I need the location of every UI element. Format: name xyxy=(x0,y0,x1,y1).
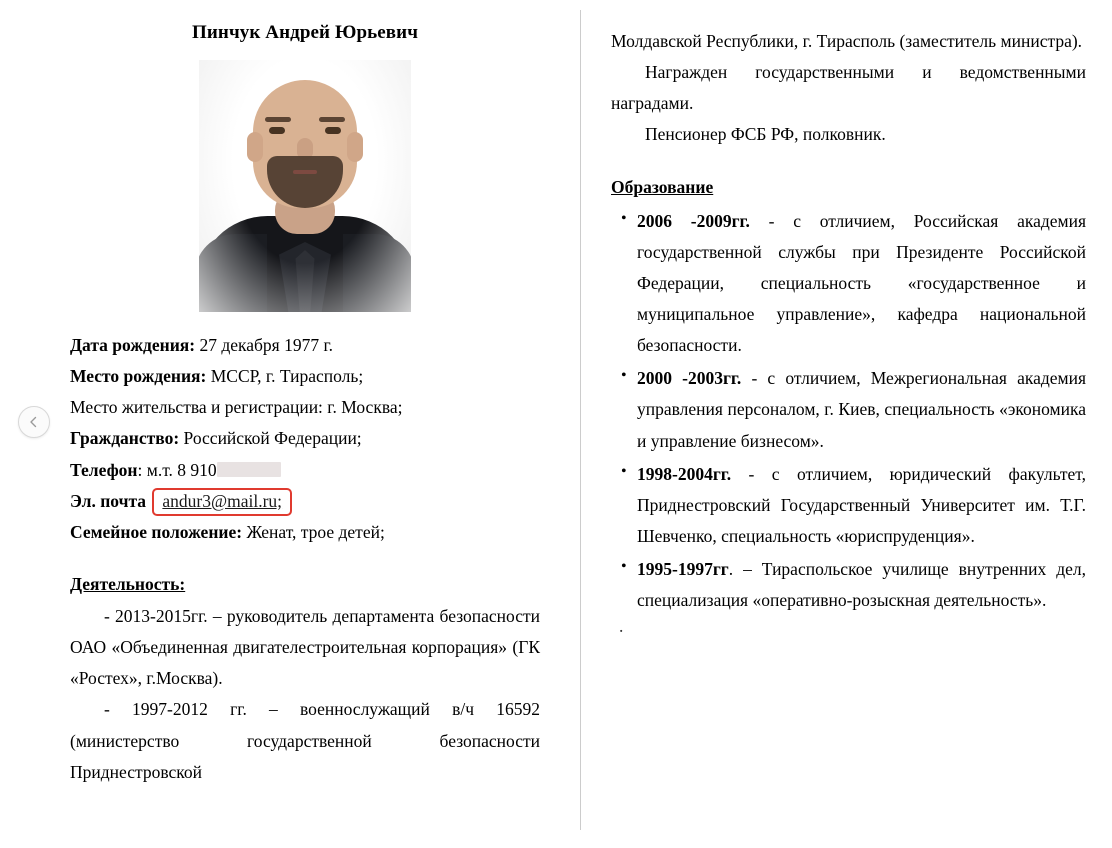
list-item xyxy=(637,554,1086,616)
list-item xyxy=(637,206,1086,362)
activity-heading: Деятельность: xyxy=(70,573,186,594)
field-birth-place xyxy=(70,361,540,392)
field-label: Место рождения: xyxy=(70,366,207,387)
field-label: Эл. почта xyxy=(70,490,147,511)
field-value: Российской Федерации; xyxy=(183,428,362,449)
activity-paragraph: - 1997-2012 гг. – военнослужащий в/ч 16592 (министерство государственной безопасности Приднестровской xyxy=(70,699,540,782)
list-item xyxy=(637,363,1086,456)
field-value: Место жительства и регистрации: г. Москва; xyxy=(70,397,403,418)
email-link[interactable]: andur3@mail.ru; xyxy=(162,490,283,511)
field-citizenship xyxy=(70,423,540,454)
trailing-mark: . xyxy=(619,616,624,637)
continuation-paragraph: Молдавской Республики, г. Тирасполь (заместитель министра). xyxy=(611,31,1083,51)
education-text: - с отличием, Российская академия государственной службы при Президенте Российской Федерации, специальность «государственное и муниципальное управление», кафедра национальной безопасности. xyxy=(637,210,1087,356)
activity-paragraph: - 2013-2015гг. – руководитель департамента безопасности ОАО «Объединенная двигателестроительная корпорация» (ГК «Ростех», г.Москва). xyxy=(70,605,540,689)
pension-paragraph: Пенсионер ФСБ РФ, полковник. xyxy=(645,124,886,145)
portrait-container xyxy=(70,60,540,312)
education-years: 2006 -2009гг. xyxy=(637,210,750,231)
redaction-block xyxy=(217,462,281,477)
education-list xyxy=(611,206,1086,617)
education-heading: Образование xyxy=(611,176,714,197)
field-value: : м.т. 8 910 xyxy=(137,459,217,480)
previous-page-button[interactable] xyxy=(18,406,50,438)
field-label: Дата рождения: xyxy=(70,335,196,355)
list-item xyxy=(637,459,1086,552)
field-residence xyxy=(70,392,540,423)
portrait-photo xyxy=(199,60,411,312)
education-years: 1998-2004гг. xyxy=(637,463,732,484)
field-label: Телефон xyxy=(70,459,138,480)
email-highlight-box xyxy=(152,488,292,516)
field-value: 27 декабря 1977 г. xyxy=(199,335,334,355)
page-title: Пинчук Андрей Юрьевич xyxy=(191,22,419,43)
field-value: МССР, г. Тирасполь; xyxy=(210,366,364,387)
field-marital-status xyxy=(70,517,540,548)
education-years: 1995-1997гг xyxy=(637,559,729,580)
field-label: Семейное положение: xyxy=(70,521,243,542)
field-label: Гражданство: xyxy=(70,428,180,449)
field-phone xyxy=(70,455,540,486)
field-birth-date xyxy=(70,330,540,361)
education-text: - с отличием, юридический факультет, Приднестровский Государственный Университет им. Т.Г. Шевченко, специальность «юриспруденция». xyxy=(637,463,1086,546)
education-years: 2000 -2003гг. xyxy=(637,368,742,389)
awards-paragraph: Награжден государственными и ведомственными наградами. xyxy=(611,62,1086,114)
education-text: . – Тираспольское училище внутренних дел, специализация «оперативно-розыскная деятельность». xyxy=(637,559,1086,611)
chevron-left-icon xyxy=(28,416,40,428)
right-column xyxy=(581,0,1112,848)
education-text: - с отличием, Межрегиональная академия управления персоналом, г. Киев, специальность «экономика и управление бизнесом». xyxy=(637,368,1086,451)
field-value: Женат, трое детей; xyxy=(246,521,385,542)
field-email xyxy=(70,486,540,517)
